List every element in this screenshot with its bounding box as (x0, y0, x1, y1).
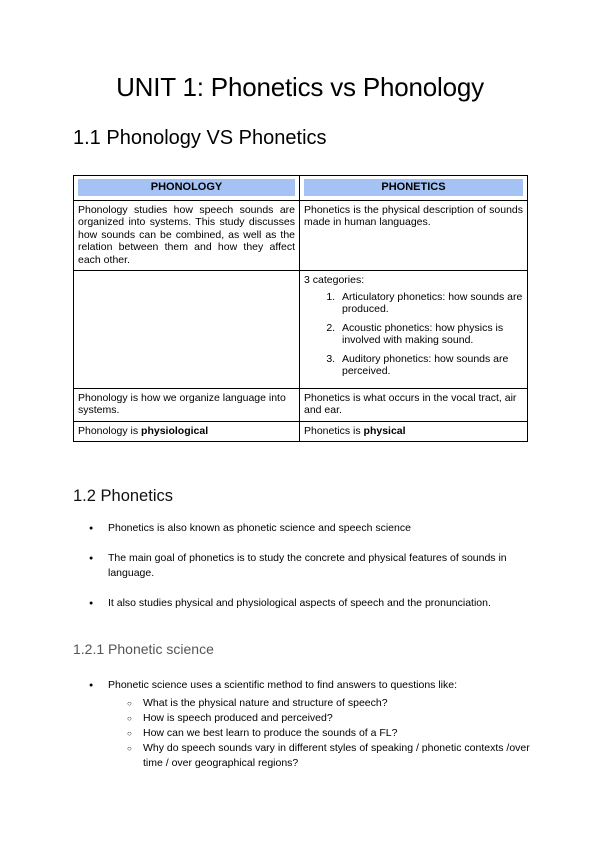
list-item (73, 678, 533, 771)
table-cell-phonetics (300, 421, 528, 442)
phonology-prefix: Phonology is (78, 424, 142, 437)
category-item: 1. Articulatory phonetics: how sounds are produced. (338, 291, 523, 316)
categories-list (304, 291, 523, 378)
category-item: 2. Acoustic phonetics: how physics is involved with making sound. (338, 322, 523, 347)
comparison-table (73, 175, 528, 442)
phonetic-science-list (73, 678, 533, 786)
section-heading-1-2: 1.2 Phonetics (73, 487, 173, 505)
table-cell-phonetics-categories (300, 271, 528, 389)
table-row (74, 200, 528, 271)
header-cell-phonology (74, 176, 300, 201)
table-cell-phonetics: Phonetics is the physical description of sounds made in human languages. (300, 200, 528, 271)
section-heading-1-2-1: 1.2.1 Phonetic science (73, 641, 214, 657)
table-row (74, 388, 528, 421)
header-phonology: PHONOLOGY (78, 179, 295, 196)
phonology-bold: physiological (141, 424, 209, 437)
phonetics-prefix: Phonetics is (304, 424, 364, 437)
list-item: ● Phonetics is also known as phonetic science and speech science (73, 521, 533, 536)
list-item: ● It also studies physical and physiological aspects of speech and the pronunciation. (73, 596, 533, 611)
table-cell-phonology-empty (74, 271, 300, 389)
header-cell-phonetics (300, 176, 528, 201)
section-heading-1-1: 1.1 Phonology VS Phonetics (73, 127, 327, 149)
question-sublist (108, 696, 533, 771)
table-row (74, 271, 528, 389)
table-row (74, 421, 528, 442)
table-cell-phonology: Phonology studies how speech sounds are organized into systems. This study discusses how sounds can be combined, as well as the relation between them and how they affect each other. (74, 200, 300, 271)
sublist-item: ○ How is speech produced and perceived? (108, 711, 533, 726)
table-cell-phonology: Phonology is how we organize language into systems. (74, 388, 300, 421)
list-item-text: Phonetic science uses a scientific method to find answers to questions like: (108, 679, 458, 691)
sublist-item: ○ How can we best learn to produce the sounds of a FL? (108, 726, 533, 741)
header-phonetics: PHONETICS (304, 179, 523, 196)
category-item: 3. Auditory phonetics: how sounds are perceived. (338, 353, 523, 378)
table-cell-phonology (74, 421, 300, 442)
table-header-row (74, 176, 528, 201)
categories-intro: 3 categories: (304, 274, 365, 286)
sublist-item: ○ Why do speech sounds vary in different styles of speaking / phonetic contexts /over time / over geographical regions? (108, 741, 533, 771)
phonetics-bold: physical (363, 424, 406, 437)
list-item: ● The main goal of phonetics is to study the concrete and physical features of sounds in language. (73, 551, 533, 581)
phonetics-bullet-list (73, 521, 533, 626)
table-cell-phonetics: Phonetics is what occurs in the vocal tract, air and ear. (300, 388, 528, 421)
document-title: UNIT 1: Phonetics vs Phonology (116, 72, 484, 102)
sublist-item: ○ What is the physical nature and structure of speech? (108, 696, 533, 711)
